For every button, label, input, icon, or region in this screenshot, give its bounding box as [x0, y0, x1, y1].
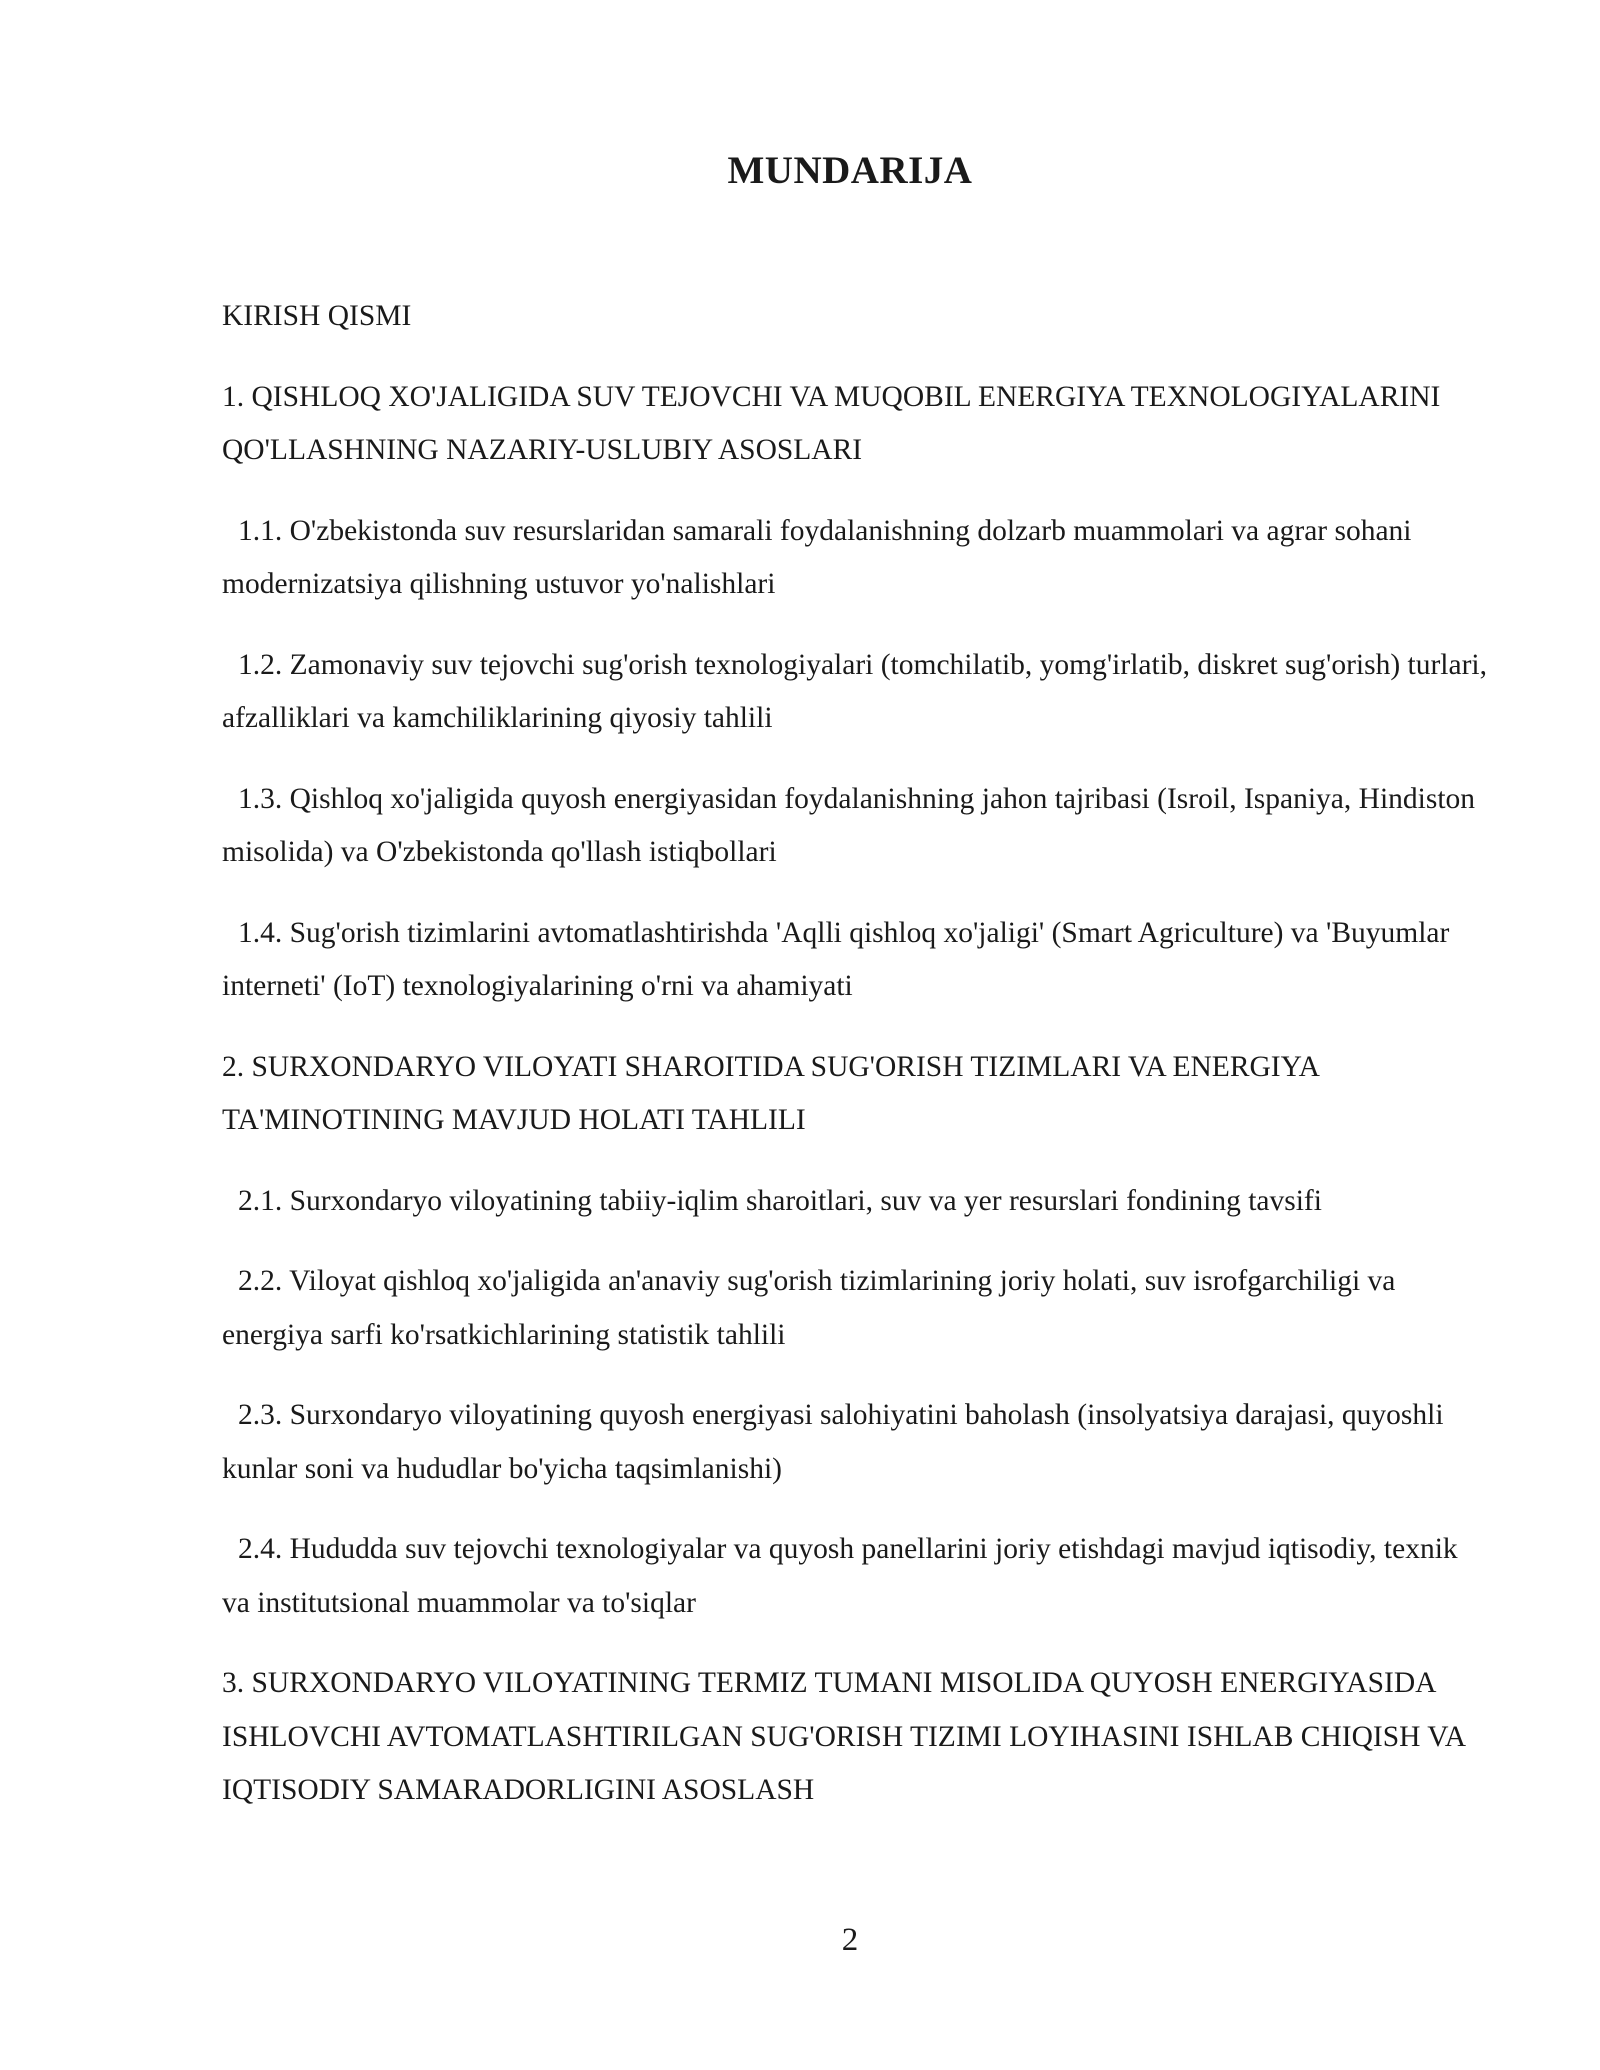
toc-entry-text: 3. SURXONDARYO VILOYATINING TERMIZ TUMANI MISOLIDA QUYOSH ENERGIYASIDA ISHLOVCHI AVTOMATLASHTIRILGAN SUG'ORISH TIZIMI LOYIHASINI ISHLAB CHIQISH VA IQTISODIY SAMARADORLIGINI ASOSLASH: [222, 1667, 1465, 1806]
toc-entry-text: 1.1. O'zbekistonda suv resurslaridan samarali foydalanishning dolzarb muammolari va agrar sohani modernizatsiya qilishning ustuvor yo'nalishlari: [222, 514, 1412, 600]
toc-entry-section-2-2: [222, 1255, 1487, 1362]
toc-entry-text: KIRISH QISMI: [222, 300, 412, 332]
page-number: 2: [841, 1922, 859, 1958]
toc-entry-text: 1.3. Qishloq xo'jaligida quyosh energiyasidan foydalanishning jahon tajribasi (Isroil, Ispaniya, Hindiston misolida) va O'zbekistonda qo'llash istiqbollari: [222, 782, 1476, 868]
toc-entry-section-1-2: [222, 639, 1487, 746]
toc-entry-text: 2.1. Surxondaryo viloyatining tabiiy-iqlim sharoitlari, suv va yer resurslari fondining tavsifi: [238, 1184, 1322, 1217]
toc-entry-chapter-3: [222, 1657, 1487, 1818]
toc-entry-text: 1.4. Sug'orish tizimlarini avtomatlashtirishda 'Aqlli qishloq xo'jaligi' (Smart Agriculture) va 'Buyumlar interneti' (IoT) texnologiyalarining o'rni va ahamiyati: [222, 916, 1450, 1002]
page-title: MUNDARIJA: [727, 149, 973, 192]
toc-entry-text: 1. QISHLOQ XO'JALIGIDA SUV TEJOVCHI VA MUQOBIL ENERGIYA TEXNOLOGIYALARINI QO'LLASHNING NAZARIY-USLUBIY ASOSLARI: [222, 380, 1441, 466]
table-of-contents: [222, 290, 1487, 1845]
toc-entry-section-2-1: [222, 1175, 1487, 1229]
toc-entry-chapter-1: [222, 371, 1487, 478]
toc-entry-section-2-3: [222, 1389, 1487, 1496]
toc-entry-text: 2.4. Hududda suv tejovchi texnologiyalar va quyosh panellarini joriy etishdagi mavjud iqtisodiy, texnik va institutsional muammolar va to'siqlar: [222, 1533, 1458, 1619]
toc-entry-text: 2. SURXONDARYO VILOYATI SHAROITIDA SUG'ORISH TIZIMLARI VA ENERGIYA TA'MINOTINING MAVJUD HOLATI TAHLILI: [222, 1050, 1319, 1136]
toc-entry-section-1-4: [222, 907, 1487, 1014]
toc-entry-section-1-1: [222, 505, 1487, 612]
toc-entry-section-1-3: [222, 773, 1487, 880]
toc-entry-section-2-4: [222, 1523, 1487, 1630]
toc-entry-text: 1.2. Zamonaviy suv tejovchi sug'orish texnologiyalari (tomchilatib, yomg'irlatib, diskret sug'orish) turlari, afzalliklari va kamchiliklarining qiyosiy tahlili: [222, 648, 1487, 734]
toc-entry-chapter-2: [222, 1041, 1487, 1148]
toc-entry-text: 2.2. Viloyat qishloq xo'jaligida an'anaviy sug'orish tizimlarining joriy holati, suv isrofgarchiligi va energiya sarfi ko'rsatkichlarining statistik tahlili: [222, 1265, 1396, 1351]
toc-entry-introduction: [222, 290, 1487, 344]
toc-entry-text: 2.3. Surxondaryo viloyatining quyosh energiyasi salohiyatini baholash (insolyatsiya darajasi, quyoshli kunlar soni va hududlar bo'yicha taqsimlanishi): [222, 1399, 1444, 1485]
